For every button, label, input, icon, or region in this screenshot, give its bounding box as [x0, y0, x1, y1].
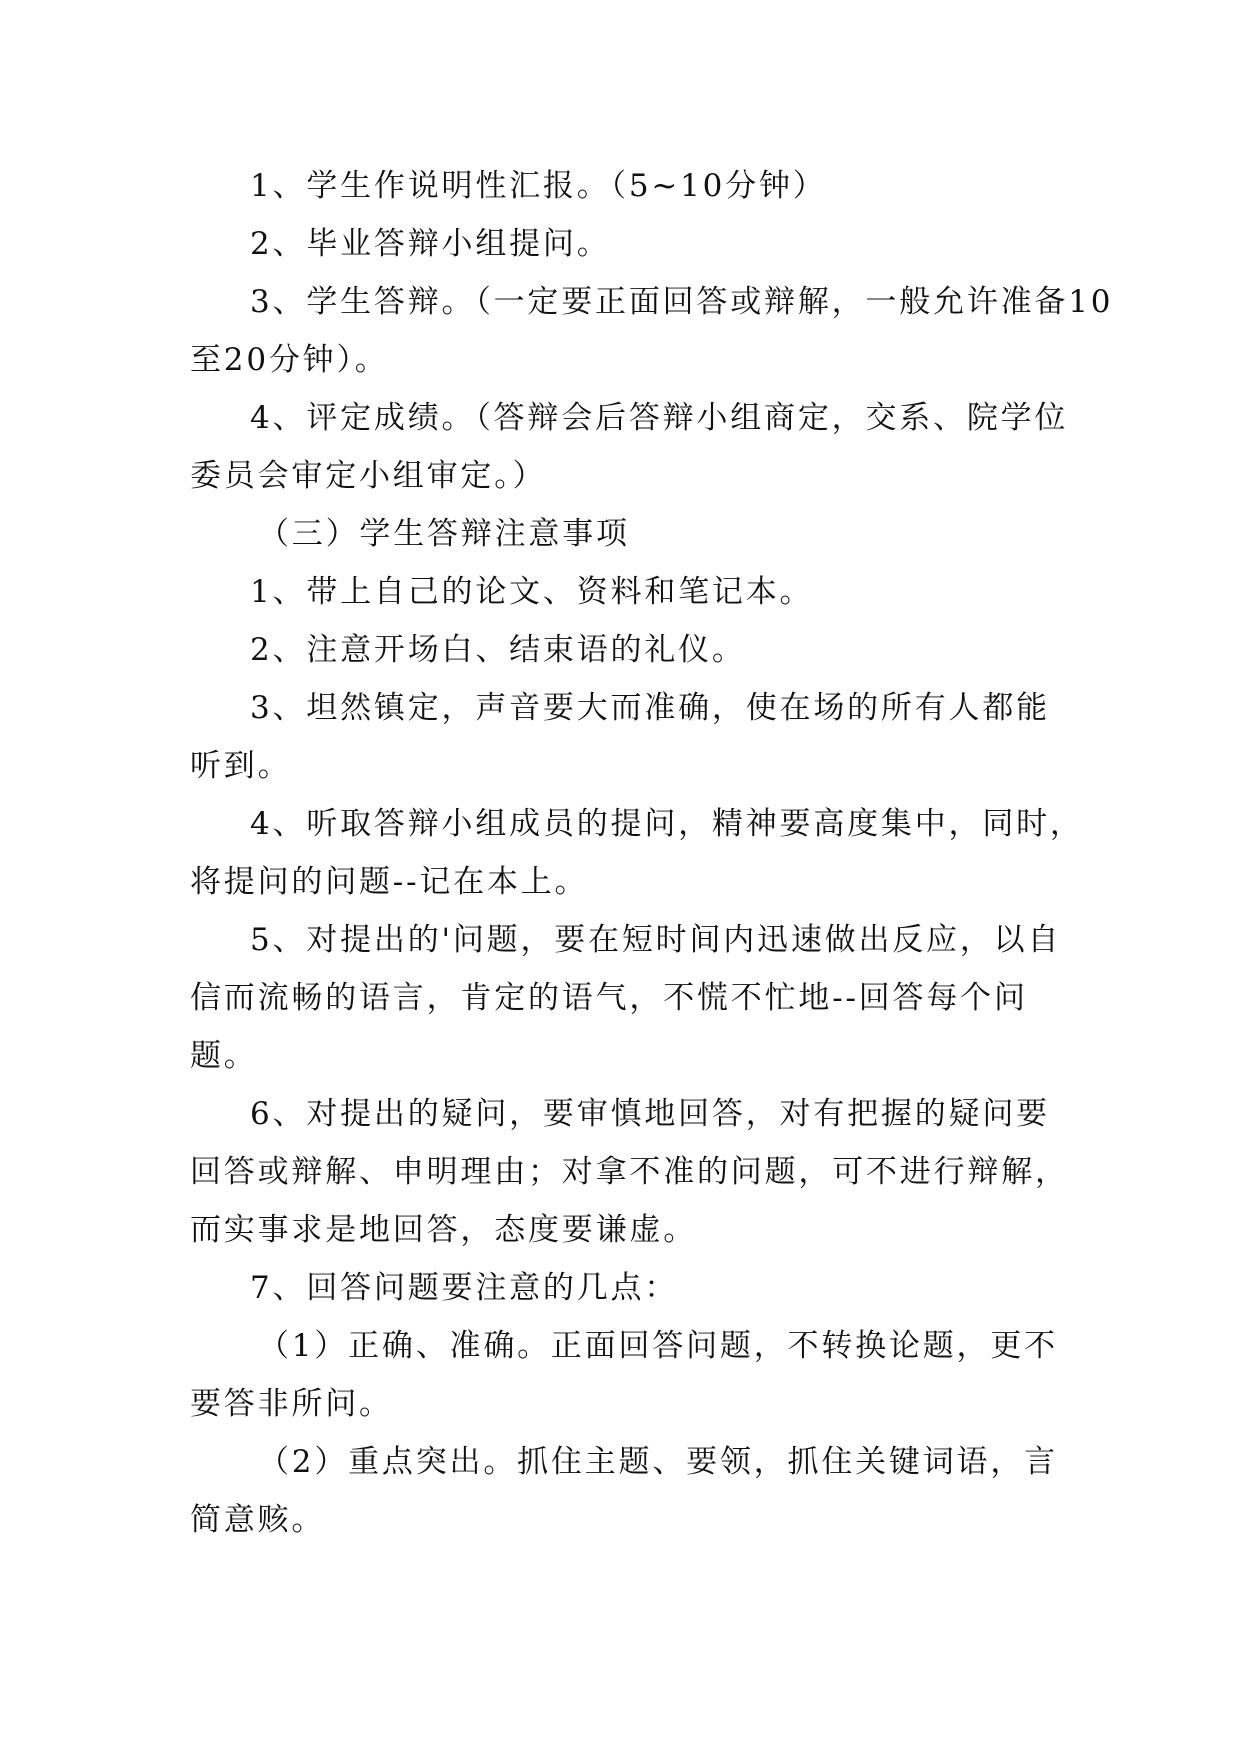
paragraph-line: 4、听取答辩小组成员的提问，精神要高度集中，同时， — [250, 806, 1084, 842]
paragraph-line: 6、对提出的疑问，要审慎地回答，对有把握的疑问要 — [250, 1096, 1050, 1132]
paragraph-line: 2、注意开场白、结束语的礼仪。 — [250, 632, 746, 668]
paragraph-line: 至20分钟）。 — [190, 342, 389, 378]
paragraph-line: （1）正确、准确。正面回答问题，不转换论题，更不 — [258, 1328, 1058, 1364]
paragraph-line: 回答或辩解、申明理由；对拿不准的问题，可不进行辩解， — [190, 1154, 1069, 1190]
paragraph-line: 委员会审定小组审定。） — [190, 458, 547, 494]
paragraph-line: （2）重点突出。抓住主题、要领，抓住关键词语，言 — [258, 1444, 1058, 1480]
paragraph-line: 简意赅。 — [190, 1502, 326, 1538]
paragraph-line: 4、评定成绩。（答辩会后答辩小组商定，交系、院学位 — [250, 400, 1069, 436]
paragraph-line: 3、学生答辩。（一定要正面回答或辩解，一般允许准备10 — [250, 284, 1114, 320]
paragraph-line: 要答非所问。 — [190, 1386, 393, 1422]
paragraph-line: 题。 — [190, 1038, 258, 1074]
paragraph-line: 1、学生作说明性汇报。（5~10分钟） — [250, 168, 827, 204]
section-heading: （三）学生答辩注意事项 — [258, 516, 630, 552]
paragraph-line: 2、毕业答辩小组提问。 — [250, 226, 611, 262]
document-page — [190, 157, 1114, 1549]
paragraph-line: 听到。 — [190, 748, 292, 784]
paragraph-line: 7、回答问题要注意的几点： — [250, 1270, 679, 1306]
paragraph-line: 3、坦然镇定，声音要大而准确，使在场的所有人都能 — [250, 690, 1050, 726]
paragraph-line: 而实事求是地回答，态度要谦虚。 — [190, 1212, 697, 1248]
paragraph-line: 1、带上自己的论文、资料和笔记本。 — [250, 574, 814, 610]
paragraph-line: 将提问的问题--记在本上。 — [190, 864, 589, 900]
paragraph-line: 信而流畅的语言，肯定的语气，不慌不忙地--回答每个问 — [190, 980, 1028, 1016]
paragraph-line: 5、对提出的'问题，要在短时间内迅速做出反应，以自 — [250, 922, 1062, 958]
